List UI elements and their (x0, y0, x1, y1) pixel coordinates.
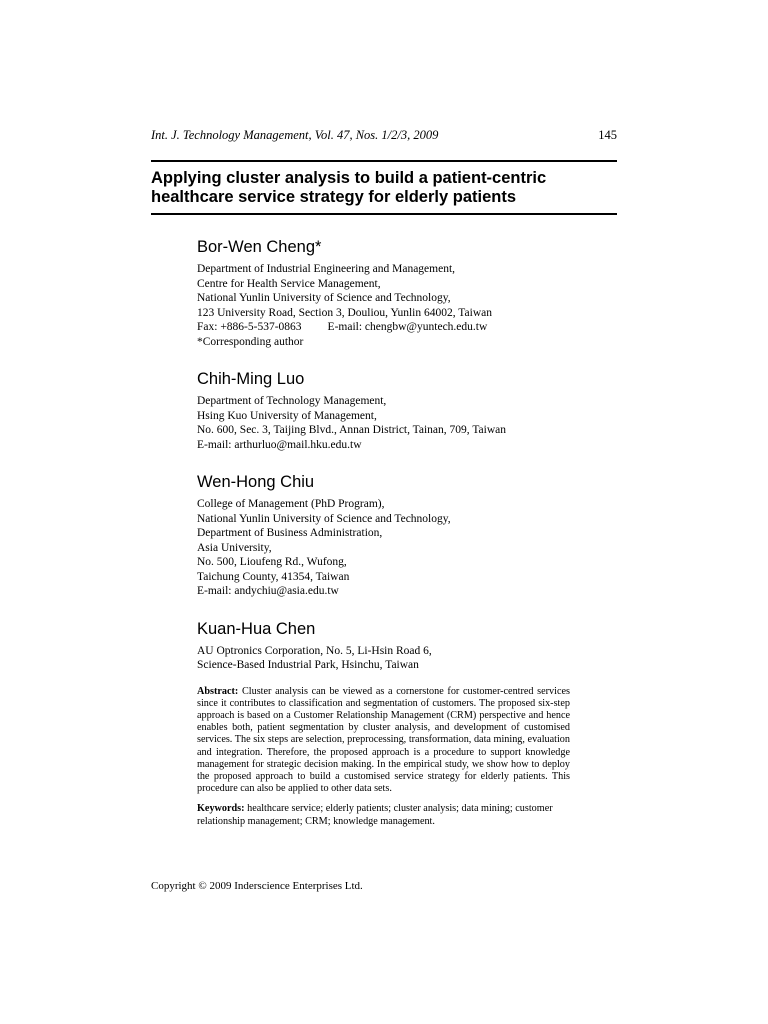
affiliation-line: Centre for Health Service Management, (197, 277, 381, 290)
affiliation-line: Taichung County, 41354, Taiwan (197, 570, 350, 583)
keywords-text: healthcare service; elderly patients; cluster analysis; data mining; customer relationship management; CRM; knowledge management. (197, 803, 553, 827)
page-number: 145 (598, 128, 617, 142)
author-name: Bor-Wen Cheng* (197, 238, 322, 256)
paper-first-page (151, 128, 617, 828)
affiliation-line: AU Optronics Corporation, No. 5, Li-Hsin Road 6, (197, 644, 432, 657)
author-list (197, 237, 617, 828)
email-address: E-mail: arthurluo@mail.hku.edu.tw (197, 438, 362, 451)
affiliation-line: College of Management (PhD Program), (197, 498, 385, 510)
affiliation-line: Department of Business Administration, (197, 527, 383, 539)
email-address: E-mail: andychiu@asia.edu.tw (197, 585, 339, 597)
running-head (151, 128, 617, 148)
abstract-label: Abstract: (197, 685, 239, 697)
affiliation-line: Department of Industrial Engineering and Management, (197, 263, 456, 275)
contact-line (197, 320, 617, 335)
affiliation-line: 123 University Road, Section 3, Douliou, Yunlin 64002, Taiwan (197, 306, 492, 319)
affiliation-line: No. 500, Lioufeng Rd., Wufong, (197, 556, 347, 568)
affiliation-line: National Yunlin University of Science and Technology, (197, 292, 451, 304)
title-bottom-rule (151, 213, 617, 215)
author-block (197, 369, 617, 452)
keywords-label: Keywords: (197, 803, 245, 815)
keywords (197, 803, 570, 827)
affiliation-line: Asia University, (197, 541, 272, 554)
affiliation-line: Hsing Kuo University of Management, (197, 409, 377, 422)
author-name: Kuan-Hua Chen (197, 619, 316, 638)
affiliation-line: No. 600, Sec. 3, Taijing Blvd., Annan District, Tainan, 709, Taiwan (197, 424, 507, 436)
paper-title-line-1: Applying cluster analysis to build a patient-centric (151, 169, 547, 187)
copyright-notice: Copyright © 2009 Inderscience Enterprises Ltd. (151, 880, 363, 892)
author-name: Chih-Ming Luo (197, 370, 305, 388)
corresponding-author-note: *Corresponding author (197, 335, 304, 348)
title-top-rule (151, 160, 617, 162)
affiliation-line: Department of Technology Management, (197, 395, 387, 407)
journal-reference: Int. J. Technology Management, Vol. 47, Nos. 1/2/3, 2009 (151, 128, 439, 142)
author-block (197, 472, 617, 599)
paper-title-line-2: healthcare service strategy for elderly patients (151, 188, 516, 206)
author-name: Wen-Hong Chiu (197, 473, 315, 491)
affiliation-line: Science-Based Industrial Park, Hsinchu, Taiwan (197, 659, 419, 671)
author-block (197, 237, 617, 349)
author-block (197, 619, 617, 673)
paper-title (151, 169, 617, 207)
email-address: E-mail: chengbw@yuntech.edu.tw (327, 321, 488, 333)
abstract (197, 686, 570, 796)
affiliation-line: National Yunlin University of Science and Technology, (197, 512, 451, 525)
abstract-text: Cluster analysis can be viewed as a cornerstone for customer-centred services since it contributes to classification and segmentation of customers. The proposed six-step approach is based on a Customer Relationship Management (CRM) perspective and hence enables both, patient segmentation by cluster analysis, and development of customised services. The six steps are selection, preprocessing, transformation, data mining, evaluation and integration. Therefore, the proposed approach is a procedure to support knowledge management for strategic decision making. In the empirical study, we show how to deploy the proposed approach to build a customised service strategy for elderly patients. This procedure can also be applied to other data sets. (197, 685, 570, 795)
fax-number: Fax: +886-5-537-0863 (197, 321, 302, 333)
